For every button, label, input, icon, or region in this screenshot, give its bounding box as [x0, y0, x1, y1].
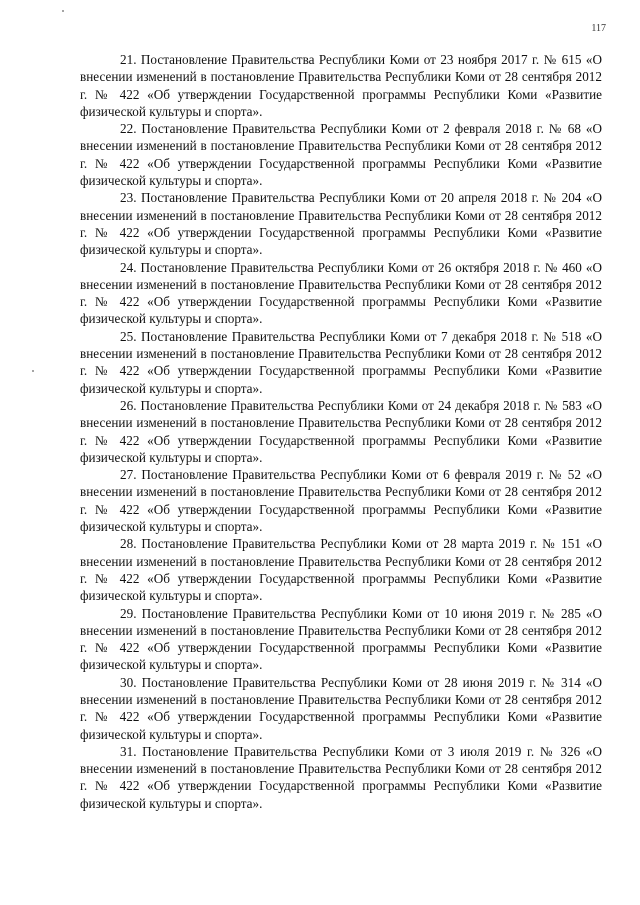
- list-item: 23. Постановление Правительства Республики Коми от 20 апреля 2018 г. № 204 «О внесении изменений в постановление Правительства Республики Коми от 28 сентября 2012 г. № 422 «Об утверждении Государственной программы Республики Коми «Развитие физической культуры и спорта».: [80, 190, 602, 258]
- document-body: [80, 51, 602, 812]
- list-item: 28. Постановление Правительства Республики Коми от 28 марта 2019 г. № 151 «О внесении изменений в постановление Правительства Республики Коми от 28 сентября 2012 г. № 422 «Об утверждении Государственной программы Республики Коми «Развитие физической культуры и спорта».: [80, 536, 602, 604]
- list-item: 21. Постановление Правительства Республики Коми от 23 ноября 2017 г. № 615 «О внесении изменений в постановление Правительства Республики Коми от 28 сентября 2012 г. № 422 «Об утверждении Государственной программы Республики Коми «Развитие физической культуры и спорта».: [80, 52, 602, 119]
- list-item: 30. Постановление Правительства Республики Коми от 28 июня 2019 г. № 314 «О внесении изменений в постановление Правительства Республики Коми от 28 сентября 2012 г. № 422 «Об утверждении Государственной программы Республики Коми «Развитие физической культуры и спорта».: [80, 674, 602, 742]
- list-item: 27. Постановление Правительства Республики Коми от 6 февраля 2019 г. № 52 «О внесении изменений в постановление Правительства Республики Коми от 28 сентября 2012 г. № 422 «Об утверждении Государственной программы Республики Коми «Развитие физической культуры и спорта».: [80, 467, 602, 535]
- list-item: 24. Постановление Правительства Республики Коми от 26 октября 2018 г. № 460 «О внесении изменений в постановление Правительства Республики Коми от 28 сентября 2012 г. № 422 «Об утверждении Государственной программы Республики Коми «Развитие физической культуры и спорта».: [80, 259, 602, 327]
- list-item: 26. Постановление Правительства Республики Коми от 24 декабря 2018 г. № 583 «О внесении изменений в постановление Правительства Республики Коми от 28 сентября 2012 г. № 422 «Об утверждении Государственной программы Республики Коми «Развитие физической культуры и спорта».: [80, 397, 602, 465]
- list-item: 31. Постановление Правительства Республики Коми от 3 июля 2019 г. № 326 «О внесении изменений в постановление Правительства Республики Коми от 28 сентября 2012 г. № 422 «Об утверждении Государственной программы Республики Коми «Развитие физической культуры и спорта».: [80, 743, 602, 811]
- scan-speck: [62, 10, 64, 12]
- scan-speck: [32, 370, 34, 372]
- page-number: 117: [591, 23, 606, 34]
- list-item: 25. Постановление Правительства Республики Коми от 7 декабря 2018 г. № 518 «О внесении изменений в постановление Правительства Республики Коми от 28 сентября 2012 г. № 422 «Об утверждении Государственной программы Республики Коми «Развитие физической культуры и спорта».: [80, 328, 602, 396]
- list-item: 22. Постановление Правительства Республики Коми от 2 февраля 2018 г. № 68 «О внесении изменений в постановление Правительства Республики Коми от 28 сентября 2012 г. № 422 «Об утверждении Государственной программы Республики Коми «Развитие физической культуры и спорта».: [80, 121, 602, 189]
- list-item: 29. Постановление Правительства Республики Коми от 10 июня 2019 г. № 285 «О внесении изменений в постановление Правительства Республики Коми от 28 сентября 2012 г. № 422 «Об утверждении Государственной программы Республики Коми «Развитие физической культуры и спорта».: [80, 605, 602, 673]
